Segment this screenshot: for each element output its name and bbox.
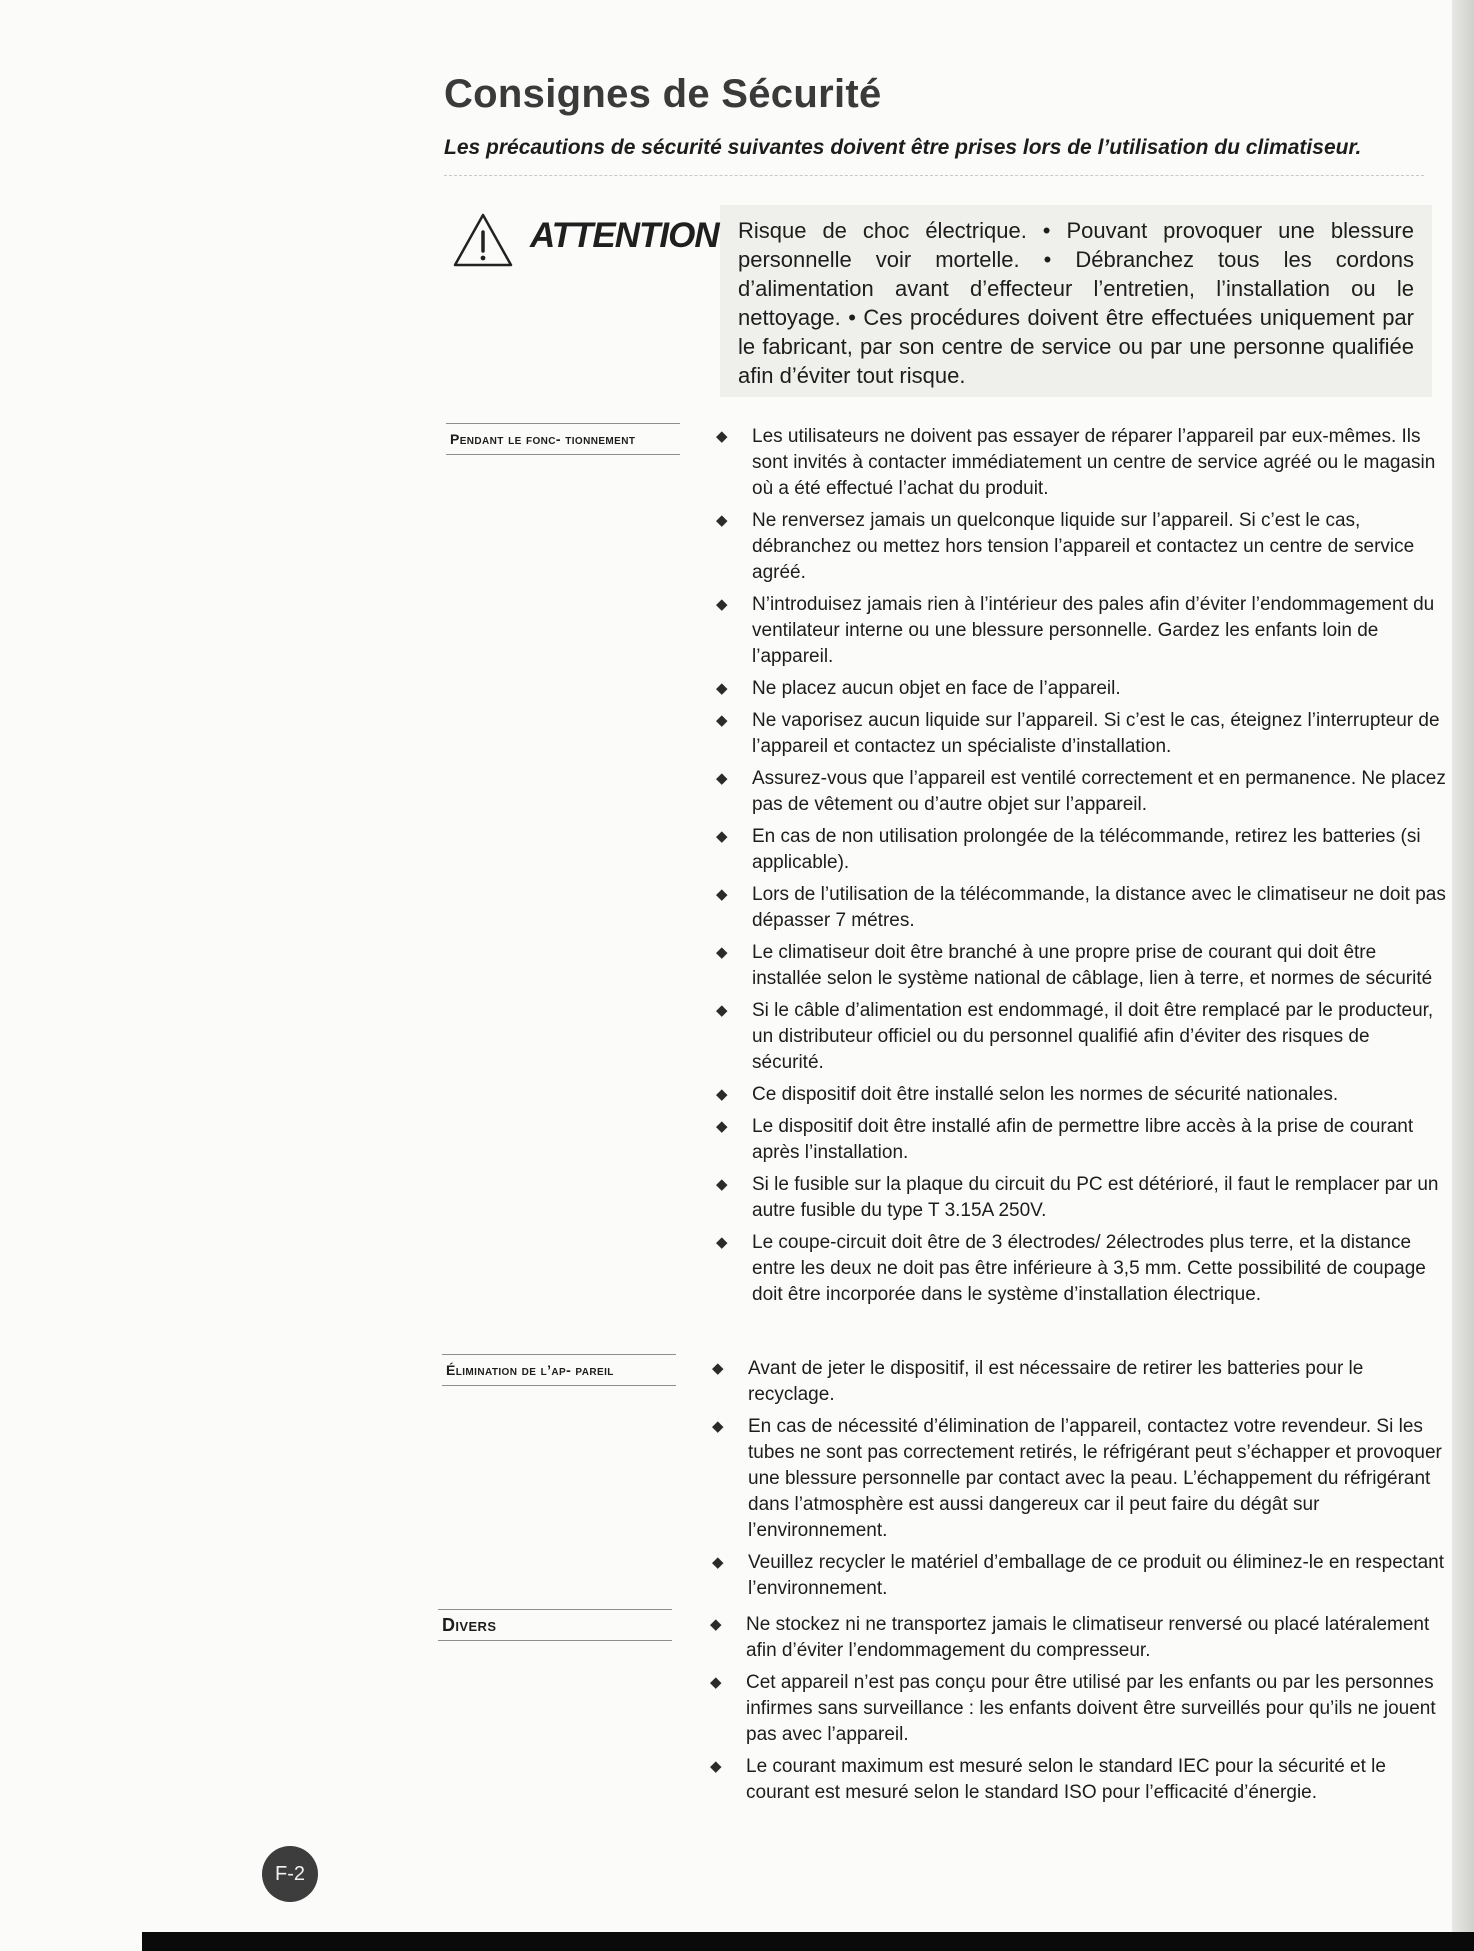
- list-item-text: Le dispositif doit être installé afin de permettre libre accès à la prise de courant après l’installation.: [752, 1116, 1414, 1163]
- list-item: [710, 1670, 1444, 1748]
- diamond-bullet-icon: ◆: [712, 1418, 724, 1435]
- section-list-misc: [710, 1612, 1444, 1812]
- page-title: Consignes de Sécurité: [444, 72, 882, 116]
- warning-label: ATTENTION: [530, 216, 719, 255]
- list-item-text: Le courant maximum est mesuré selon le standard IEC pour la sécurité et le courant est mesuré selon le standard ISO pour l’efficacité d’énergie.: [746, 1756, 1386, 1803]
- list-item: [716, 592, 1446, 670]
- diamond-bullet-icon: ◆: [716, 944, 728, 961]
- diamond-bullet-icon: ◆: [712, 1360, 724, 1377]
- list-item: [716, 882, 1446, 934]
- section-heading-misc: Divers: [438, 1609, 672, 1641]
- subtitle-divider: [444, 175, 1424, 176]
- section-heading-operation: Pendant le fonc- tionnement: [446, 423, 680, 455]
- list-item: [712, 1356, 1444, 1408]
- diamond-bullet-icon: ◆: [712, 1554, 724, 1571]
- list-item: [712, 1550, 1444, 1602]
- list-item-text: Si le fusible sur la plaque du circuit du PC est détérioré, il faut le remplacer par un autre fusible du type T 3.15A 250V.: [752, 1174, 1439, 1221]
- list-item-text: Assurez-vous que l’appareil est ventilé correctement et en permanence. Ne placez pas de vêtement ou d’autre objet sur l’appareil.: [752, 768, 1446, 815]
- list-item-text: Le climatiseur doit être branché à une propre prise de courant qui doit être installée selon le système national de câblage, lien à terre, et normes de sécurité: [752, 942, 1433, 989]
- list-item: [716, 424, 1446, 502]
- diamond-bullet-icon: ◆: [716, 1002, 728, 1019]
- diamond-bullet-icon: ◆: [716, 712, 728, 729]
- list-item-text: Cet appareil n’est pas conçu pour être utilisé par les enfants ou par les personnes infirmes sans surveillance : les enfants doivent être surveillés pour qu’ils ne jouent pas avec l’appareil.: [746, 1672, 1436, 1745]
- list-item: [716, 1172, 1446, 1224]
- list-item: [716, 1114, 1446, 1166]
- list-item-text: En cas de non utilisation prolongée de la télécommande, retirez les batteries (si applicable).: [752, 826, 1421, 873]
- list-item: [716, 708, 1446, 760]
- list-item: [712, 1414, 1444, 1544]
- diamond-bullet-icon: ◆: [716, 1234, 728, 1251]
- page-subtitle: Les précautions de sécurité suivantes doivent être prises lors de l’utilisation du climatiseur.: [444, 136, 1362, 159]
- list-item-text: Ne vaporisez aucun liquide sur l’appareil. Si c’est le cas, éteignez l’interrupteur de l’appareil et contactez un spécialiste d’installation.: [752, 710, 1440, 757]
- list-item-text: Les utilisateurs ne doivent pas essayer de réparer l’appareil par eux-mêmes. Ils sont invités à contacter immédiatement un centre de service agréé ou le magasin où a été effectué l’achat du produit.: [752, 426, 1436, 499]
- diamond-bullet-icon: ◆: [716, 770, 728, 787]
- list-item: [716, 998, 1446, 1076]
- list-item: [710, 1754, 1444, 1806]
- list-item-text: Avant de jeter le dispositif, il est nécessaire de retirer les batteries pour le recyclage.: [748, 1358, 1364, 1405]
- list-item-text: Ne stockez ni ne transportez jamais le climatiseur renversé ou placé latéralement afin d’éviter l’endommagement du compresseur.: [746, 1614, 1430, 1661]
- diamond-bullet-icon: ◆: [716, 886, 728, 903]
- list-item-text: Si le câble d’alimentation est endommagé, il doit être remplacé par le producteur, un distributeur officiel ou du personnel qualifié afin d’éviter des risques de sécurité.: [752, 1000, 1434, 1073]
- list-item: [716, 1082, 1446, 1108]
- list-item-text: Ce dispositif doit être installé selon les normes de sécurité nationales.: [752, 1084, 1339, 1105]
- bottom-scan-bar: [142, 1932, 1474, 1951]
- diamond-bullet-icon: ◆: [716, 1118, 728, 1135]
- list-item-text: Le coupe-circuit doit être de 3 électrodes/ 2électrodes plus terre, et la distance entre les deux ne doit pas être inférieure à 3,5 mm. Cette possibilité de coupage doit être incorporée dans le système d’installation électrique.: [752, 1232, 1426, 1305]
- section-list-operation: [716, 424, 1446, 1314]
- section-list-disposal: [712, 1356, 1444, 1608]
- diamond-bullet-icon: ◆: [716, 596, 728, 613]
- list-item-text: Ne renversez jamais un quelconque liquide sur l’appareil. Si c’est le cas, débranchez ou mettez hors tension l’appareil et contactez un centre de service agréé.: [752, 510, 1415, 583]
- warning-triangle-icon: [452, 212, 514, 268]
- list-item-text: Ne placez aucun objet en face de l’appareil.: [752, 678, 1121, 699]
- diamond-bullet-icon: ◆: [716, 428, 728, 445]
- diamond-bullet-icon: ◆: [710, 1616, 722, 1633]
- list-item: [710, 1612, 1444, 1664]
- diamond-bullet-icon: ◆: [716, 1176, 728, 1193]
- page-edge-shadow: [1452, 0, 1474, 1951]
- list-item: [716, 676, 1446, 702]
- diamond-bullet-icon: ◆: [716, 1086, 728, 1103]
- list-item-text: N’introduisez jamais rien à l’intérieur des pales afin d’éviter l’endommagement du ventilateur interne ou une blessure personnelle. Gardez les enfants loin de l’appareil.: [752, 594, 1435, 667]
- list-item-text: Lors de l’utilisation de la télécommande, la distance avec le climatiseur ne doit pas dépasser 7 métres.: [752, 884, 1446, 931]
- list-item: [716, 1230, 1446, 1308]
- page-number-badge: F-2: [262, 1846, 318, 1902]
- section-heading-disposal: Élimination de l’ap- pareil: [442, 1354, 676, 1386]
- warning-text: Risque de choc électrique. • Pouvant provoquer une blessure personnelle voir mortelle. • Débranchez tous les cordons d’alimentation avant d’effecteur l’entretien, l’installation ou le nettoyage. • Ces procédures doivent être effectuées uniquement par le fabricant, par son centre de service ou par une personne qualifiée afin d’éviter tout risque.: [738, 218, 1414, 388]
- diamond-bullet-icon: ◆: [710, 1674, 722, 1691]
- list-item: [716, 824, 1446, 876]
- list-item: [716, 508, 1446, 586]
- list-item-text: En cas de nécessité d’élimination de l’appareil, contactez votre revendeur. Si les tubes ne sont pas correctement retirés, le réfrigérant peut s’échapper et provoquer une blessure personnelle par contact avec la peau. L’échappement du réfrigérant dans l’atmosphère est aussi dangereux car il peut faire du dégât sur l’environnement.: [748, 1416, 1442, 1541]
- list-item: [716, 766, 1446, 818]
- list-item: [716, 940, 1446, 992]
- diamond-bullet-icon: ◆: [716, 680, 728, 697]
- diamond-bullet-icon: ◆: [716, 828, 728, 845]
- diamond-bullet-icon: ◆: [716, 512, 728, 529]
- list-item-text: Veuillez recycler le matériel d’emballage de ce produit ou éliminez-le en respectant l’environnement.: [748, 1552, 1444, 1599]
- diamond-bullet-icon: ◆: [710, 1758, 722, 1775]
